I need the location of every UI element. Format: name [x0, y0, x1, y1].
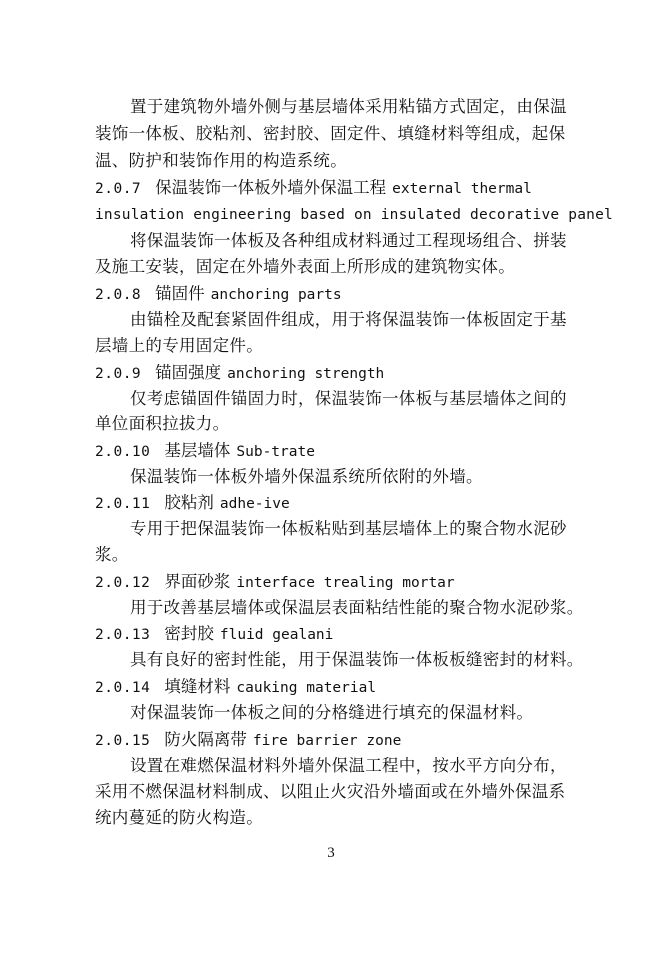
intro-line-1: 置于建筑物外墙外侧与基层墙体采用粘锚方式固定，由保温 [130, 97, 567, 116]
term-heading-2-0-11 [95, 493, 290, 514]
term-number: 2.0.8 [95, 287, 142, 303]
term-description-line: 层墙上的专用固定件。 [95, 336, 263, 355]
term-chinese-name: 基层墙体 [164, 441, 231, 460]
term-heading-2-0-7 [95, 178, 532, 199]
term-number: 2.0.12 [95, 575, 151, 591]
term-heading-2-0-9 [95, 363, 384, 384]
term-number: 2.0.7 [95, 181, 142, 197]
term-chinese-name: 保温装饰一体板外墙外保温工程 [155, 178, 387, 197]
term-description-line: 单位面积拉拔力。 [95, 414, 230, 433]
term-description-line: 仅考虑锚固件锚固力时，保温装饰一体板与基层墙体之间的 [130, 389, 567, 408]
term-english-name: fluid gealani [219, 627, 334, 643]
term-english-name: Sub-trate [236, 444, 315, 460]
term-heading-2-0-13 [95, 624, 333, 645]
term-heading-2-0-12 [95, 572, 455, 593]
term-chinese-name: 胶粘剂 [164, 493, 214, 512]
term-description-line: 及施工安装，固定在外墙外表面上所形成的建筑物实体。 [95, 257, 515, 276]
term-description-line: 对保温装饰一体板之间的分格缝进行填充的保温材料。 [130, 703, 534, 722]
term-english-name: interface trealing mortar [236, 575, 455, 591]
term-number: 2.0.14 [95, 680, 151, 696]
term-description-line: 专用于把保温装饰一体板粘贴到基层墙体上的聚合物水泥砂 [130, 519, 567, 538]
page-number: 3 [327, 845, 335, 861]
term-description-line: 设置在难燃保温材料外墙外保温工程中，按水平方向分布， [130, 756, 567, 775]
term-chinese-name: 锚固件 [155, 284, 205, 303]
term-description-line: 由锚栓及配套紧固件组成，用于将保温装饰一体板固定于基 [130, 310, 567, 329]
term-heading-2-0-14 [95, 677, 376, 698]
term-english-name: fire barrier zone [252, 733, 402, 749]
term-number: 2.0.15 [95, 733, 151, 749]
term-english-name: cauking material [236, 680, 377, 696]
term-description-line: 具有良好的密封性能，用于保温装饰一体板板缝密封的材料。 [130, 650, 584, 669]
intro-line-3: 温、防护和装饰作用的构造系统。 [95, 151, 347, 170]
term-chinese-name: 界面砂浆 [164, 572, 231, 591]
term-number: 2.0.11 [95, 496, 151, 512]
term-number: 2.0.13 [95, 627, 151, 643]
term-description-line: 采用不燃保温材料制成、以阻止火灾沿外墙面或在外墙外保温系 [95, 782, 566, 801]
term-english-name: adhe-ive [219, 496, 290, 512]
term-description-line: 统内蔓延的防火构造。 [95, 808, 263, 827]
term-chinese-name: 防火隔离带 [164, 730, 247, 749]
term-heading-2-0-10 [95, 441, 315, 462]
term-chinese-name: 填缝材料 [164, 677, 231, 696]
term-chinese-name: 密封胶 [164, 624, 214, 643]
term-number: 2.0.10 [95, 444, 151, 460]
term-description-line: 保温装饰一体板外墙外保温系统所依附的外墙。 [130, 467, 483, 486]
term-chinese-name: 锚固强度 [155, 363, 222, 382]
term-description-line: 将保温装饰一体板及各种组成材料通过工程现场组合、拼装 [130, 231, 567, 250]
term-description-line: 用于改善基层墙体或保温层表面粘结性能的聚合物水泥砂浆。 [130, 598, 584, 617]
term-english-name: anchoring strength [227, 366, 385, 382]
term-heading-2-0-15 [95, 730, 401, 751]
term-english-name: external thermal [392, 181, 532, 197]
term-description-line: 浆。 [95, 545, 129, 564]
term-number: 2.0.9 [95, 366, 142, 382]
term-english-name: anchoring parts [210, 287, 342, 303]
term-heading-2-0-8 [95, 284, 342, 305]
intro-line-2: 装饰一体板、胶粘剂、密封胶、固定件、填缝材料等组成，起保 [95, 124, 566, 143]
term-english-continued: insulation engineering based on insulated decorative panel [95, 207, 613, 223]
